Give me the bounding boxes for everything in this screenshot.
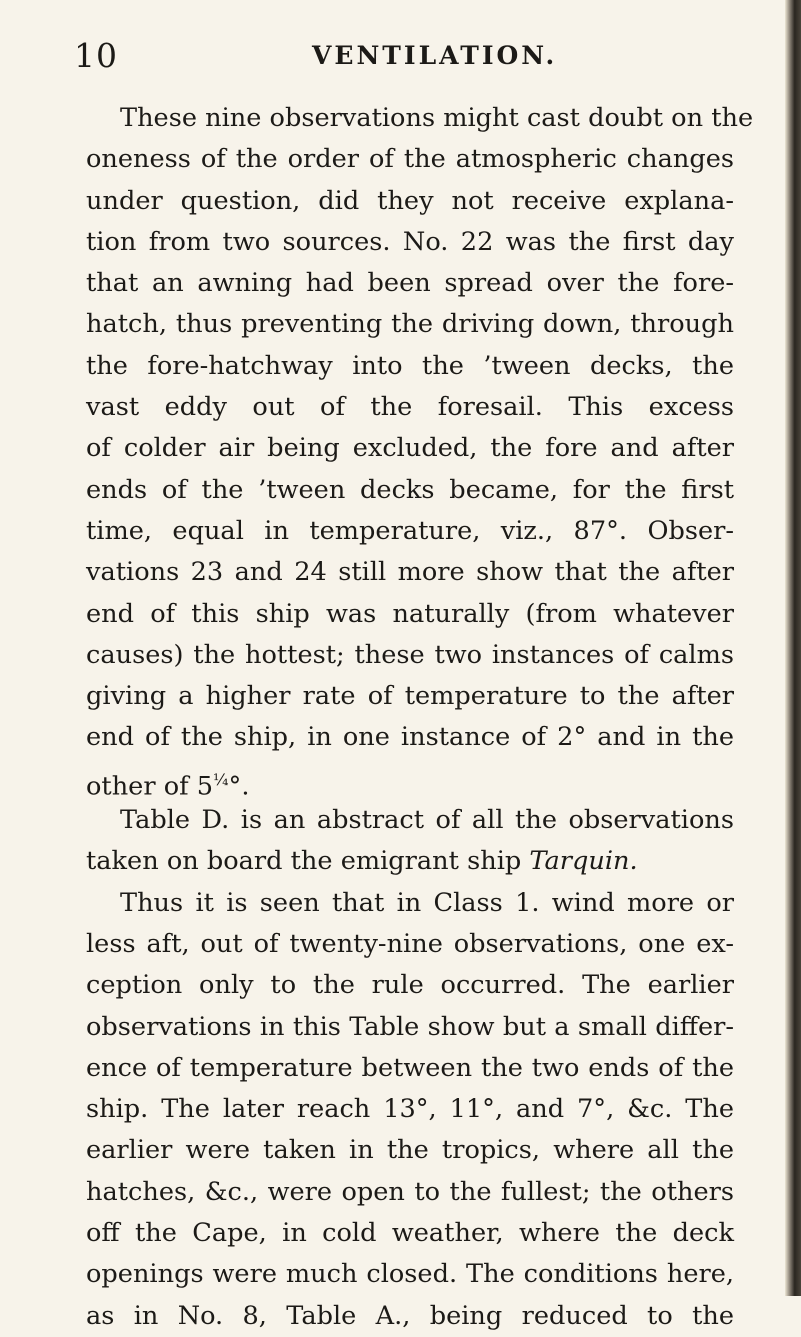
text-line-paragraph-end — [86, 841, 734, 882]
text-line: giving a higher rate of temperature to the after — [86, 681, 734, 712]
text-line: under question, did they not receive explana- — [86, 185, 734, 216]
running-head — [74, 36, 714, 76]
text-line: end of this ship was naturally (from whatever — [86, 598, 734, 629]
text-line: causes) the hottest; these two instances of calms — [86, 639, 734, 670]
text-fragment: °. — [228, 771, 250, 802]
text-line: ence of temperature between the two ends of the — [86, 1052, 734, 1083]
text-line: time, equal in temperature, viz., 87°. Obser- — [86, 515, 734, 546]
ship-name: Tarquin. — [529, 846, 638, 877]
text-body — [86, 98, 754, 1337]
text-line: vast eddy out of the foresail. This excess — [86, 392, 734, 423]
text-line: the fore-hatchway into the ’tween decks, the — [86, 350, 734, 381]
text-fragment: taken on board the emigrant ship — [86, 846, 530, 877]
text-fragment: other of 5 — [86, 771, 213, 802]
text-line: openings were much closed. The conditions here, — [86, 1259, 734, 1290]
running-title: VENTILATION. — [312, 41, 558, 70]
text-line: less aft, out of twenty-nine observations, one ex- — [86, 928, 734, 959]
page-number: 10 — [74, 36, 118, 75]
text-line: of colder air being excluded, the fore and after — [86, 433, 734, 464]
text-line: Table D. is an abstract of all the observations — [120, 805, 734, 836]
text-line: off the Cape, in cold weather, where the deck — [86, 1218, 734, 1249]
text-line: that an awning had been spread over the fore- — [86, 268, 734, 299]
text-line: earlier were taken in the tropics, where all the — [86, 1135, 734, 1166]
text-line: vations 23 and 24 still more show that the after — [86, 557, 734, 588]
text-line: hatch, thus preventing the driving down, through — [86, 309, 734, 340]
binding-edge — [785, 0, 801, 1296]
text-line: ception only to the rule occurred. The earlier — [86, 970, 734, 1001]
text-line: observations in this Table show but a small differ- — [86, 1011, 734, 1042]
text-line: These nine observations might cast doubt on the — [120, 103, 754, 133]
text-line: end of the ship, in one instance of 2° and in the — [86, 722, 734, 753]
text-line: oneness of the order of the atmospheric changes — [86, 144, 734, 175]
text-line: Thus it is seen that in Class 1. wind more or — [120, 887, 734, 918]
text-line: hatches, &c., were open to the fullest; the others — [86, 1176, 734, 1207]
text-line: ends of the ’tween decks became, for the first — [86, 474, 734, 505]
fraction-quarter: ¼ — [213, 769, 229, 789]
text-line-paragraph-end — [86, 759, 734, 800]
text-line: ship. The later reach 13°, 11°, and 7°, &c. The — [86, 1094, 734, 1125]
text-line: as in No. 8, Table A., being reduced to the — [86, 1300, 734, 1331]
text-line: tion from two sources. No. 22 was the first day — [86, 226, 734, 257]
